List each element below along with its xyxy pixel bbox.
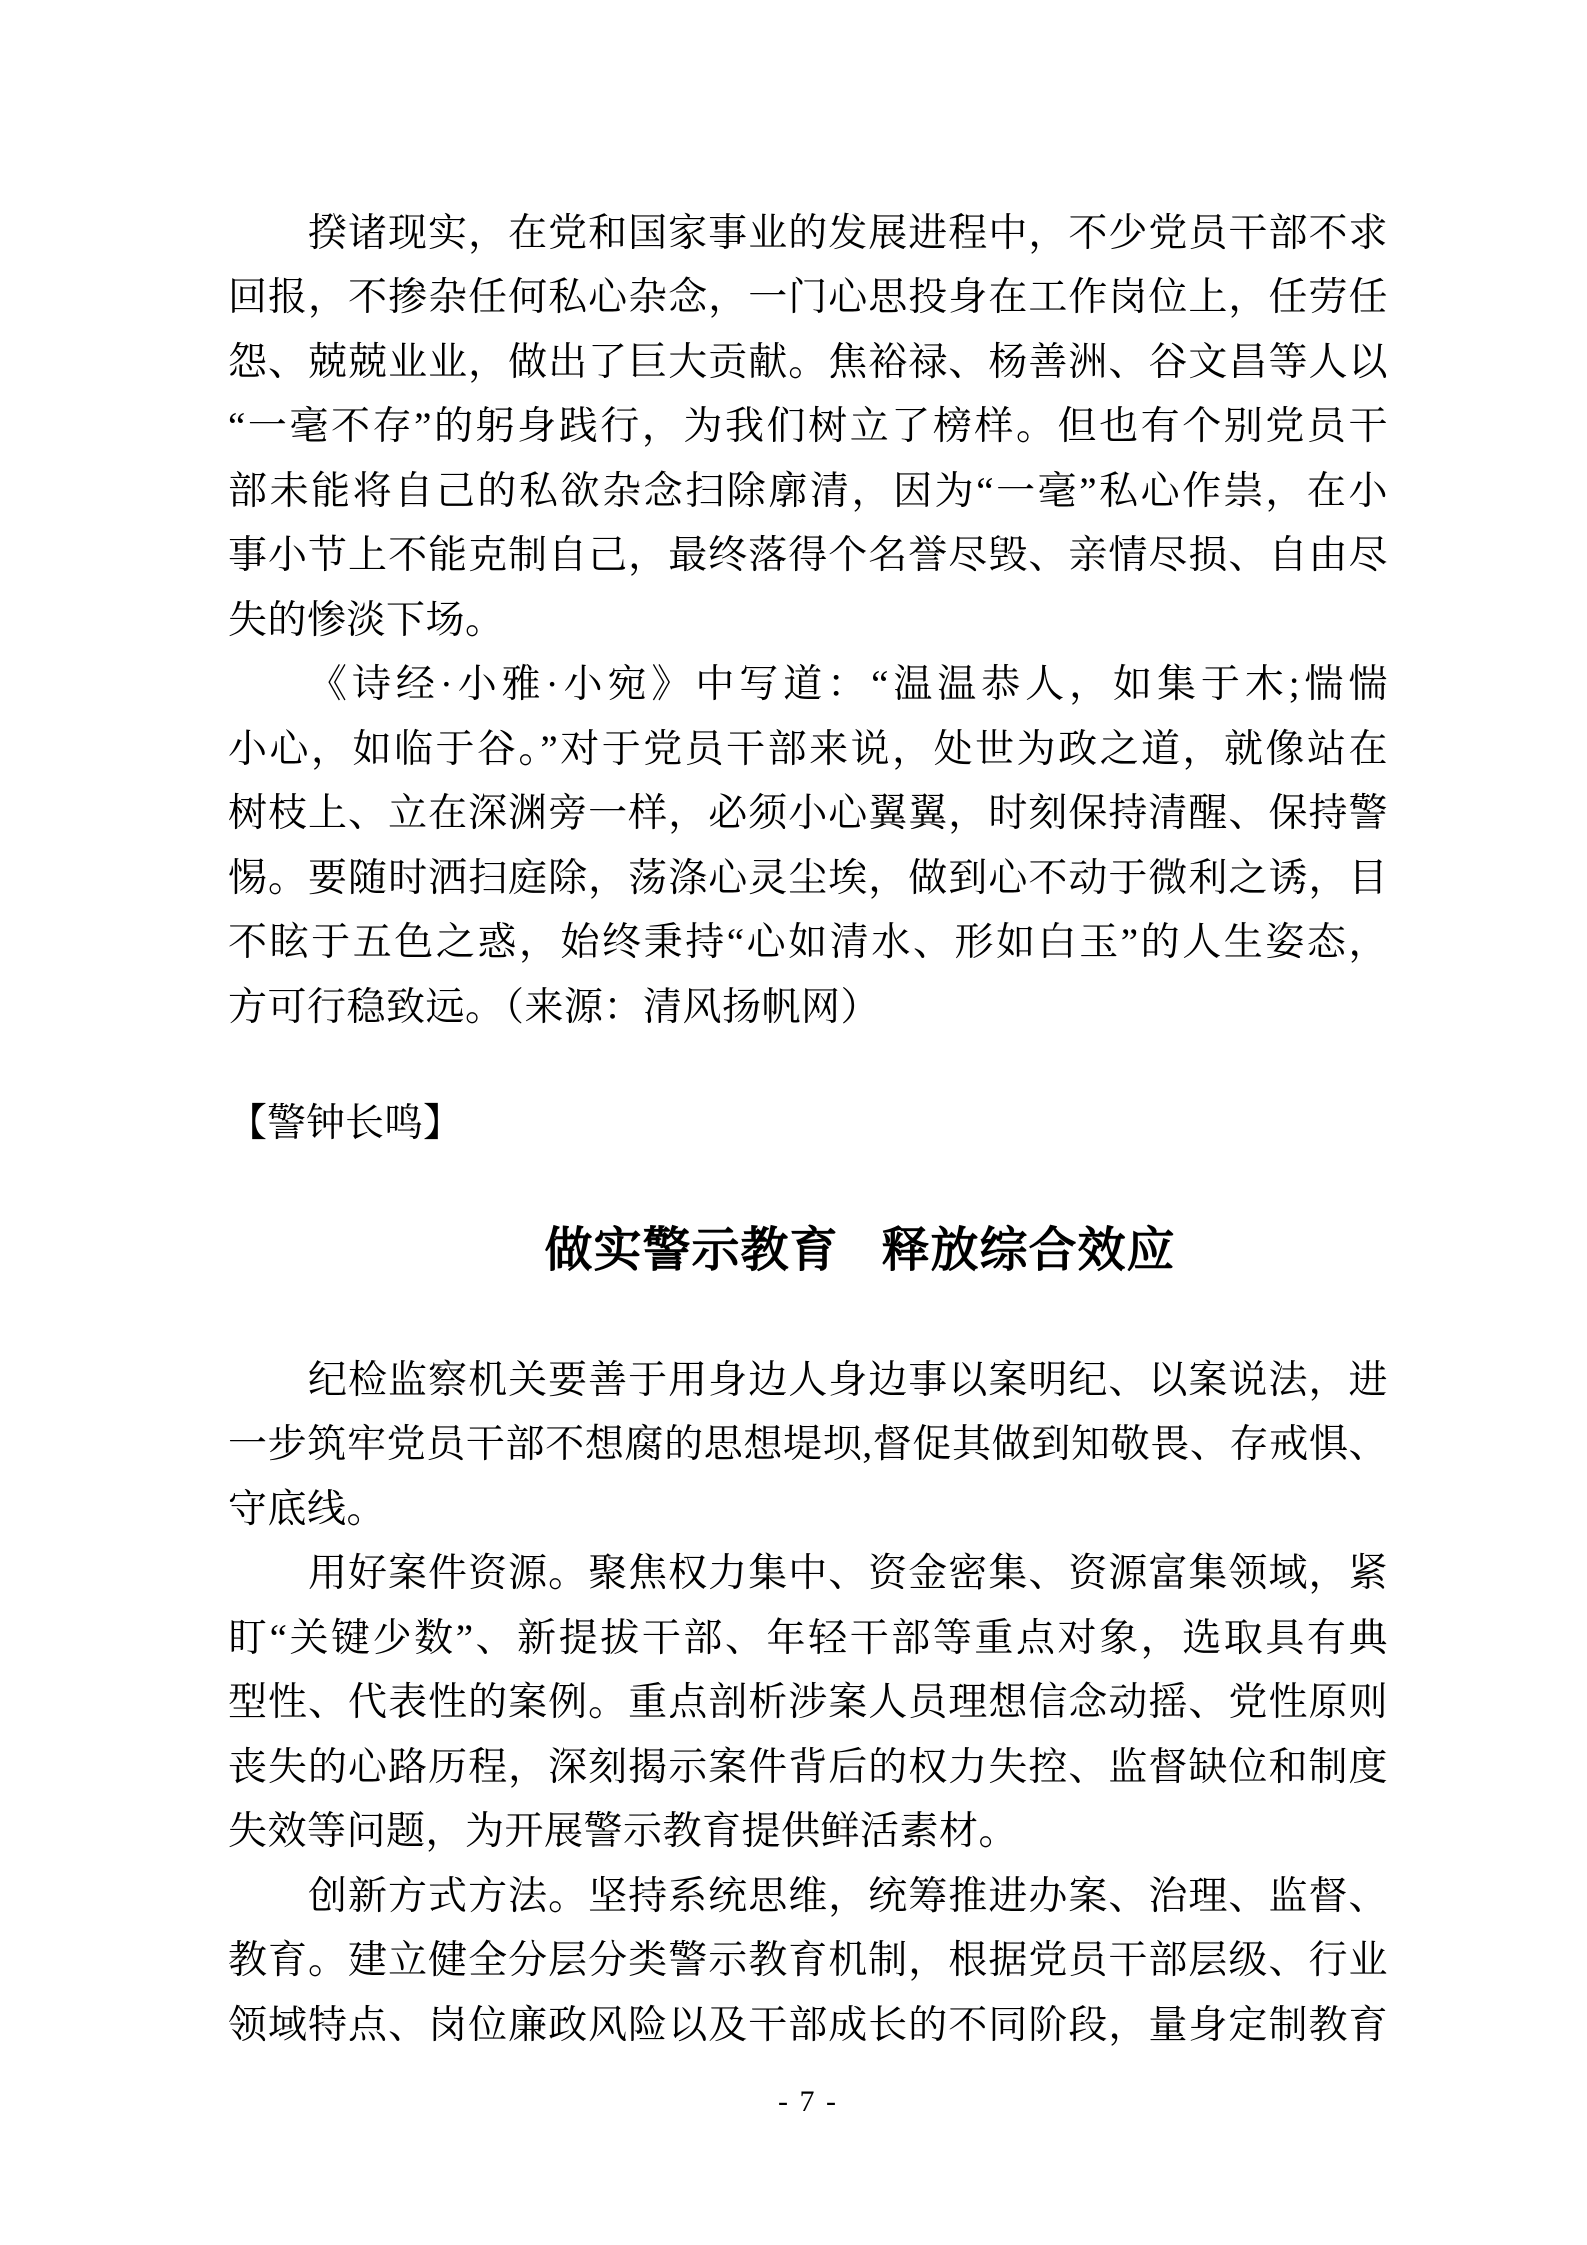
text-line: 盯“关键少数”、新提拔干部、年轻干部等重点对象，选取具有典: [228, 1616, 1388, 1660]
paragraph: [228, 1865, 1388, 2059]
paragraph: [228, 202, 1388, 654]
paragraph: [228, 1542, 1388, 1865]
article-title: 做实警示教育 释放综合效应: [544, 1223, 1176, 1277]
page-content: [228, 202, 1388, 2122]
text-line: 一步筑牢党员干部不想腐的思想堤坝,督促其做到知敬畏、存戒惧、: [228, 1423, 1388, 1467]
text-line: 怨、兢兢业业，做出了巨大贡献。焦裕禄、杨善洲、谷文昌等人以: [228, 340, 1388, 384]
text-line: 失效等问题，为开展警示教育提供鲜活素材。: [228, 1810, 1019, 1854]
text-line: 事小节上不能克制自己，最终落得个名誉尽毁、亲情尽损、自由尽: [228, 534, 1388, 578]
paragraph: [228, 653, 1388, 1040]
text-line: “一毫不存”的躬身践行，为我们树立了榜样。但也有个别党员干: [228, 405, 1388, 449]
text-line: 型性、代表性的案例。重点剖析涉案人员理想信念动摇、党性原则: [228, 1681, 1388, 1725]
paragraph: [228, 1349, 1388, 1543]
text-line: 用好案件资源。聚焦权力集中、资金密集、资源富集领域，紧: [308, 1552, 1388, 1596]
text-line: 丧失的心路历程，深刻揭示案件背后的权力失控、监督缺位和制度: [228, 1745, 1388, 1789]
text-line: 部未能将自己的私欲杂念扫除廓清，因为“一毫”私心作祟，在小: [228, 469, 1388, 513]
text-line: 小心，如临于谷。”对于党员干部来说，处世为政之道，就像站在: [228, 727, 1388, 771]
text-line: 揆诸现实，在党和国家事业的发展进程中，不少党员干部不求: [308, 211, 1388, 255]
text-line: 树枝上、立在深渊旁一样，必须小心翼翼，时刻保持清醒、保持警: [228, 792, 1388, 836]
text-line: 方可行稳致远。（来源：清风扬帆网）: [228, 985, 881, 1029]
text-line: 创新方式方法。坚持系统思维，统筹推进办案、治理、监督、: [308, 1874, 1388, 1918]
text-line: 惕。要随时洒扫庭除，荡涤心灵尘埃，做到心不动于微利之诱，目: [228, 856, 1388, 900]
text-line: 失的惨淡下场。: [228, 598, 505, 642]
text-line: 领域特点、岗位廉政风险以及干部成长的不同阶段，量身定制教育: [228, 2003, 1388, 2047]
text-line: 不眩于五色之惑，始终秉持“心如清水、形如白玉”的人生姿态，: [228, 921, 1388, 965]
page-number: - 7 -: [778, 2085, 838, 2118]
text-line: 纪检监察机关要善于用身边人身边事以案明纪、以案说法，进: [308, 1358, 1388, 1402]
section-label: 【警钟长鸣】: [228, 1101, 463, 1145]
document-body: [228, 202, 1388, 2059]
text-line: 回报，不掺杂任何私心杂念，一门心思投身在工作岗位上，任劳任: [228, 276, 1388, 320]
text-line: 《诗经·小雅·小宛》中写道：“温温恭人，如集于木;惴惴: [308, 663, 1388, 707]
text-line: 守底线。: [228, 1487, 387, 1531]
text-line: 教育。建立健全分层分类警示教育机制，根据党员干部层级、行业: [228, 1939, 1388, 1983]
